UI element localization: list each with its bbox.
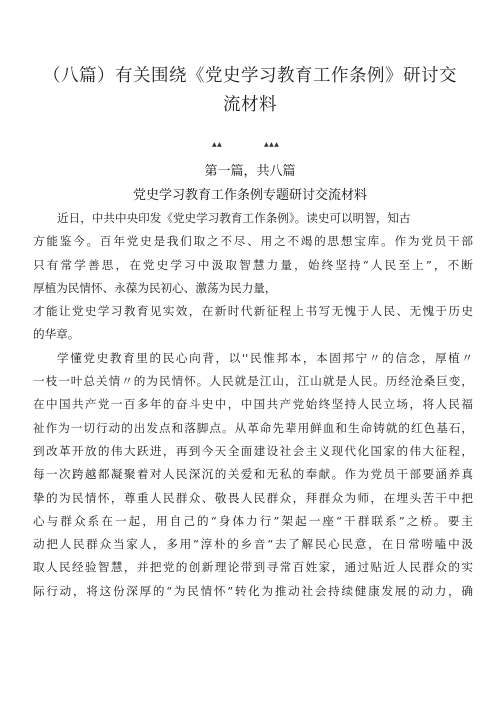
document-title bbox=[40, 62, 460, 120]
paragraph-line: 一枝一叶总关情〃的为民情怀。人民就是江山，江山就是人民。历经沧桑巨变， bbox=[33, 374, 473, 389]
paragraph-line: 学懂党史教育里的民心向背，以''民惟邦本，本固邦宁〃的信念，厚植〃 bbox=[57, 350, 473, 365]
paragraph-line: 只有常学善思，在党史学习中汲取智慧力量，始终坚持“人民至上”，不断 bbox=[33, 257, 473, 272]
paragraph-line: 祉作为一切行动的出发点和落脚点。从革命先辈用鲜血和生命铸就的红色基石， bbox=[33, 420, 473, 435]
decorative-mark-left: ▲▲ bbox=[212, 141, 223, 148]
paragraph-line: 在中国共产党一百多年的奋斗史中，中国共产党始终坚持人民立场，将人民福 bbox=[33, 397, 473, 412]
paragraph-line: 每一次跨越都凝聚着对人民深沉的关爱和无私的奉献。作为党员干部要涵养真 bbox=[33, 467, 473, 482]
paragraph-line: 心与群众系在一起，用自己的“身体力行”架起一座“干群联系”之桥。要主 bbox=[33, 513, 473, 528]
document-title-line-2: 流材料 bbox=[223, 95, 277, 115]
paragraph-line: 厚植为民情怀、永葆为民初心、激荡为民力量， bbox=[33, 280, 277, 295]
paragraph-line: 挚的为民情怀，尊重人民群众、敬畏人民群众，拜群众为师，在埋头苦干中把 bbox=[33, 490, 473, 505]
document-title-line-1: （八篇）有关围绕《党史学习教育工作条例》研讨交 bbox=[43, 66, 457, 86]
paragraph-line: 取人民经验智慧，并把党的创新理论带到寻常百姓家，通过贴近人民群众的实 bbox=[33, 560, 473, 575]
paragraph-line: 际行动，将这份深厚的“为民情怀”转化为推动社会持续健康发展的动力，确 bbox=[33, 583, 473, 598]
paragraph-line: 动把人民群众当家人，多用“淳朴的乡音“去了解民心民意，在日常唠嗑中汲 bbox=[33, 537, 473, 552]
paragraph-line: 方能鉴今。百年党史是我们取之不尽、用之不竭的思想宝库。作为党员干部 bbox=[33, 234, 473, 249]
paragraph-line: 的华章。 bbox=[33, 327, 80, 342]
section-label: 第一篇，共八篇 bbox=[204, 164, 296, 179]
paragraph-line: 近日，中共中央印发《党史学习教育工作条例》。读史可以明智，知古 bbox=[57, 211, 411, 225]
body-text bbox=[33, 207, 473, 603]
section-title: 党史学习教育工作条例专题研讨交流材料 bbox=[132, 188, 367, 203]
decorative-mark-right: ▲▲▲ bbox=[264, 141, 280, 148]
paragraph-line: 到改革开放的伟大跃进，再到今天全面建设社会主义现代化国家的伟大征程， bbox=[33, 443, 473, 458]
paragraph-line: 才能让党史学习教育见实效，在新时代新征程上书写无愧于人民、无愧于历史 bbox=[33, 304, 473, 319]
